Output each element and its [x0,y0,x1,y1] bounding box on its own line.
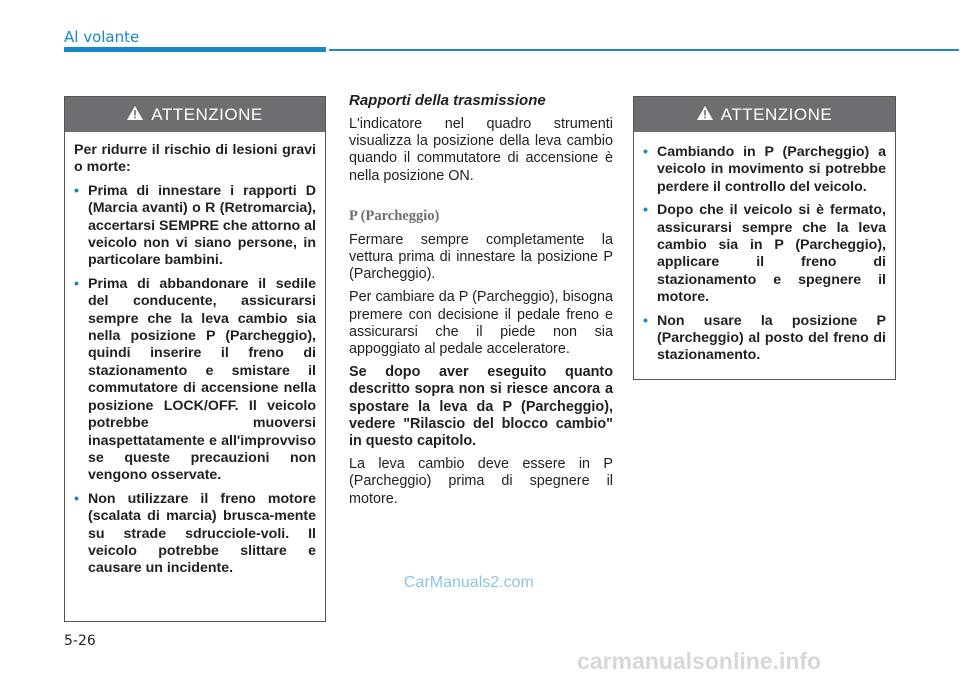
section-title: Al volante [64,28,140,46]
left-warning-header [65,97,325,132]
right-warning-item: • Dopo che il veicolo si è fermato, assicurarsi sempre che la leva cambio sia in P (Parcheggio), applicare il freno di stazionamento e spegnere il motore. [643,202,886,306]
header-rule-thick [64,47,326,52]
park-subheading: P (Parcheggio) [349,207,440,224]
intro-paragraph: L'indicatore nel quadro strumenti visualizza la posizione della leva cambio quando il commutatore di accensione è nella posizione ON. [349,116,613,184]
bullet-icon: • [74,490,79,507]
paragraph: Fermare sempre completamente la vettura prima di innestare la posizione P (Parcheggio). [349,231,613,283]
paragraph: Per cambiare da P (Parcheggio), bisogna premere con decisione il pedale freno e assicurarsi che il piede non sia appoggiato al pedale acceleratore. [349,289,613,358]
left-warning-intro: Per ridurre il rischio di lesioni gravi o morte: [74,142,316,176]
watermark-link[interactable]: CarManuals2.com [404,574,534,591]
left-warning-box [64,96,326,622]
left-warning-item: • Non utilizzare il freno motore (scalata di marcia) brusca-mente su strade sdrucciole-voli. Il veicolo potrebbe slittare e causare un incidente. [74,490,316,577]
left-warning-item: • Prima di abbandonare il sedile del conducente, assicurarsi sempre che la leva cambio sia nella posizione P (Parcheggio), quindi inserire il freno di stazionamento e smistare il commutatore di accensione nella posizione LOCK/OFF. Il veicolo potrebbe muoversi inaspettatamente e all'improvviso se queste precauzioni non vengono osservate. [74,275,316,484]
bullet-icon: • [643,202,648,219]
warning-triangle-icon [127,105,143,125]
paragraph: La leva cambio deve essere in P (Parcheggio) prima di spegnere il motore. [349,456,613,507]
bullet-icon: • [643,312,648,329]
bold-paragraph: Se dopo aver eseguito quanto descritto sopra non si riesce ancora a spostare la leva da P (Parcheggio), vedere "Rilascio del blocco cambio" in questo capitolo. [349,364,613,450]
left-warning-item: • Prima di innestare i rapporti D (Marcia avanti) o R (Retromarcia), accertarsi SEMPRE che attorno al veicolo non vi siano persone, in particolare bambini. [74,182,316,269]
right-warning-header [634,97,895,132]
footer-site-watermark: carmanualsonline.info [577,648,822,674]
section-heading: Rapporti della trasmissione [349,92,546,109]
bullet-icon: • [74,182,79,199]
bullet-icon: • [74,275,79,292]
bullet-icon: • [643,144,648,160]
warning-triangle-icon [697,105,713,125]
right-warning-item: • Cambiando in P (Parcheggio) a veicolo in movimento si potrebbe perdere il controllo del veicolo. [643,144,886,195]
page-number: 5-26 [64,633,96,649]
right-warning-box [633,96,896,380]
header-rule-thin [329,49,959,51]
left-warning-title: ATTENZIONE [151,104,263,124]
middle-column [349,92,613,514]
right-warning-title: ATTENZIONE [720,104,833,124]
right-warning-item: • Non usare la posizione P (Parcheggio) al posto del freno di stazionamento. [643,312,886,364]
